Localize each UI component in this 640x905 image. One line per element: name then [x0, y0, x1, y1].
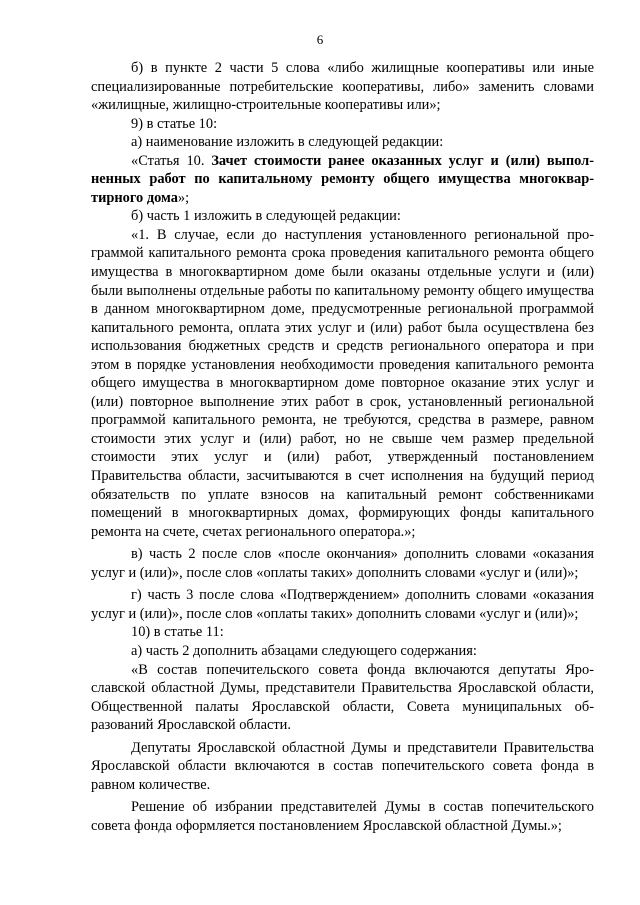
paragraph-9v-part-2: в) часть 2 после слов «после окончания» дополнить словами «оказания услуг и (или)», после слов «оплаты таких» дополнить словами «услуг и (или)»; [91, 546, 594, 581]
paragraph-9b-part-1: б) часть 1 изложить в следующей редакции: [131, 208, 401, 225]
article-10-suffix: »; [177, 189, 190, 206]
article-10-heading: Зачет стоимости ранее оказанных услуг и (или) выполненных работ по капитальному ремонту общего имущества многоквартирного дома [91, 152, 594, 206]
paragraph-part-1-text: «1. В случае, если до наступления установленного региональной программой капитального ремонта срока проведения капитального ремонта общего имущества в многоквартирном доме были оказаны отдельные услуги и (или) были выполнены отдельные работы по капитальному ремонту общего имущества в данном многоквартирном доме, предусмотренные региональной программой капитального ремонта, оплата этих услуг и (или) работ была осуществлена без использования бюджетных средств и средств регионального оператора и при этом в порядке установления необходимости проведения капитального ремонта общего имущества в многоквартирном доме повторное оказание этих услуг и (или) повторное выполнение этих работ в срок, установленный региональной программой капитального ремонта, не требуются, средства в размере, равном стоимости этих услуг и (или) работ, но не свыше чем размер предельной стоимости этих услуг и (или) работ, утвержденный постановлением Правительства области, засчитываются в счет исполнения на будущий период обязательств по уплате взносов на капитальный ремонт собственниками помещений в многоквартирных домах, формирующих фонды капитального ремонта на счете, счетах регионального оператора.»; [91, 226, 594, 540]
paragraph-10-article-11: 10) в статье 11: [131, 624, 224, 641]
paragraph-9-article-10: 9) в статье 10: [131, 115, 218, 132]
paragraph-duma-decision: Решение об избрании представителей Думы в состав попечительского совета фонда оформляется постановлением Ярославской областной Думы.»; [91, 799, 594, 834]
page-number: 6 [316, 32, 324, 47]
paragraph-10a-part-2: а) часть 2 дополнить абзацами следующего содержания: [131, 642, 477, 659]
article-10-prefix: «Статья 10. [131, 152, 212, 169]
paragraph-9a-title-change: а) наименование изложить в следующей редакции: [131, 134, 444, 151]
paragraph-equal-number: Депутаты Ярославской областной Думы и представители Правительства Ярославской области включаются в состав попечительского совета фонда в равном количестве. [91, 739, 594, 793]
paragraph-9g-part-3: г) часть 3 после слова «Подтверждением» дополнить словами «оказания услуг и (или)», после слов «оплаты таких» дополнить словами «услуг и (или)»; [91, 587, 594, 622]
paragraph-1b-housing-coops: б) в пункте 2 части 5 слова «либо жилищные кооперативы или иные специализированные потребительские кооперативы, либо» заменить словами «жилищные, жилищно-строительные кооперативы или»; [91, 60, 594, 114]
paragraph-article-10-title [91, 152, 594, 208]
document-body [91, 59, 594, 835]
paragraph-council-composition: «В состав попечительского совета фонда включаются депутаты Ярославской областной Думы, представители Правительства Ярославской области, Общественной палаты Ярославской области, Совета муниципальных образований Ярославской области. [91, 661, 594, 734]
